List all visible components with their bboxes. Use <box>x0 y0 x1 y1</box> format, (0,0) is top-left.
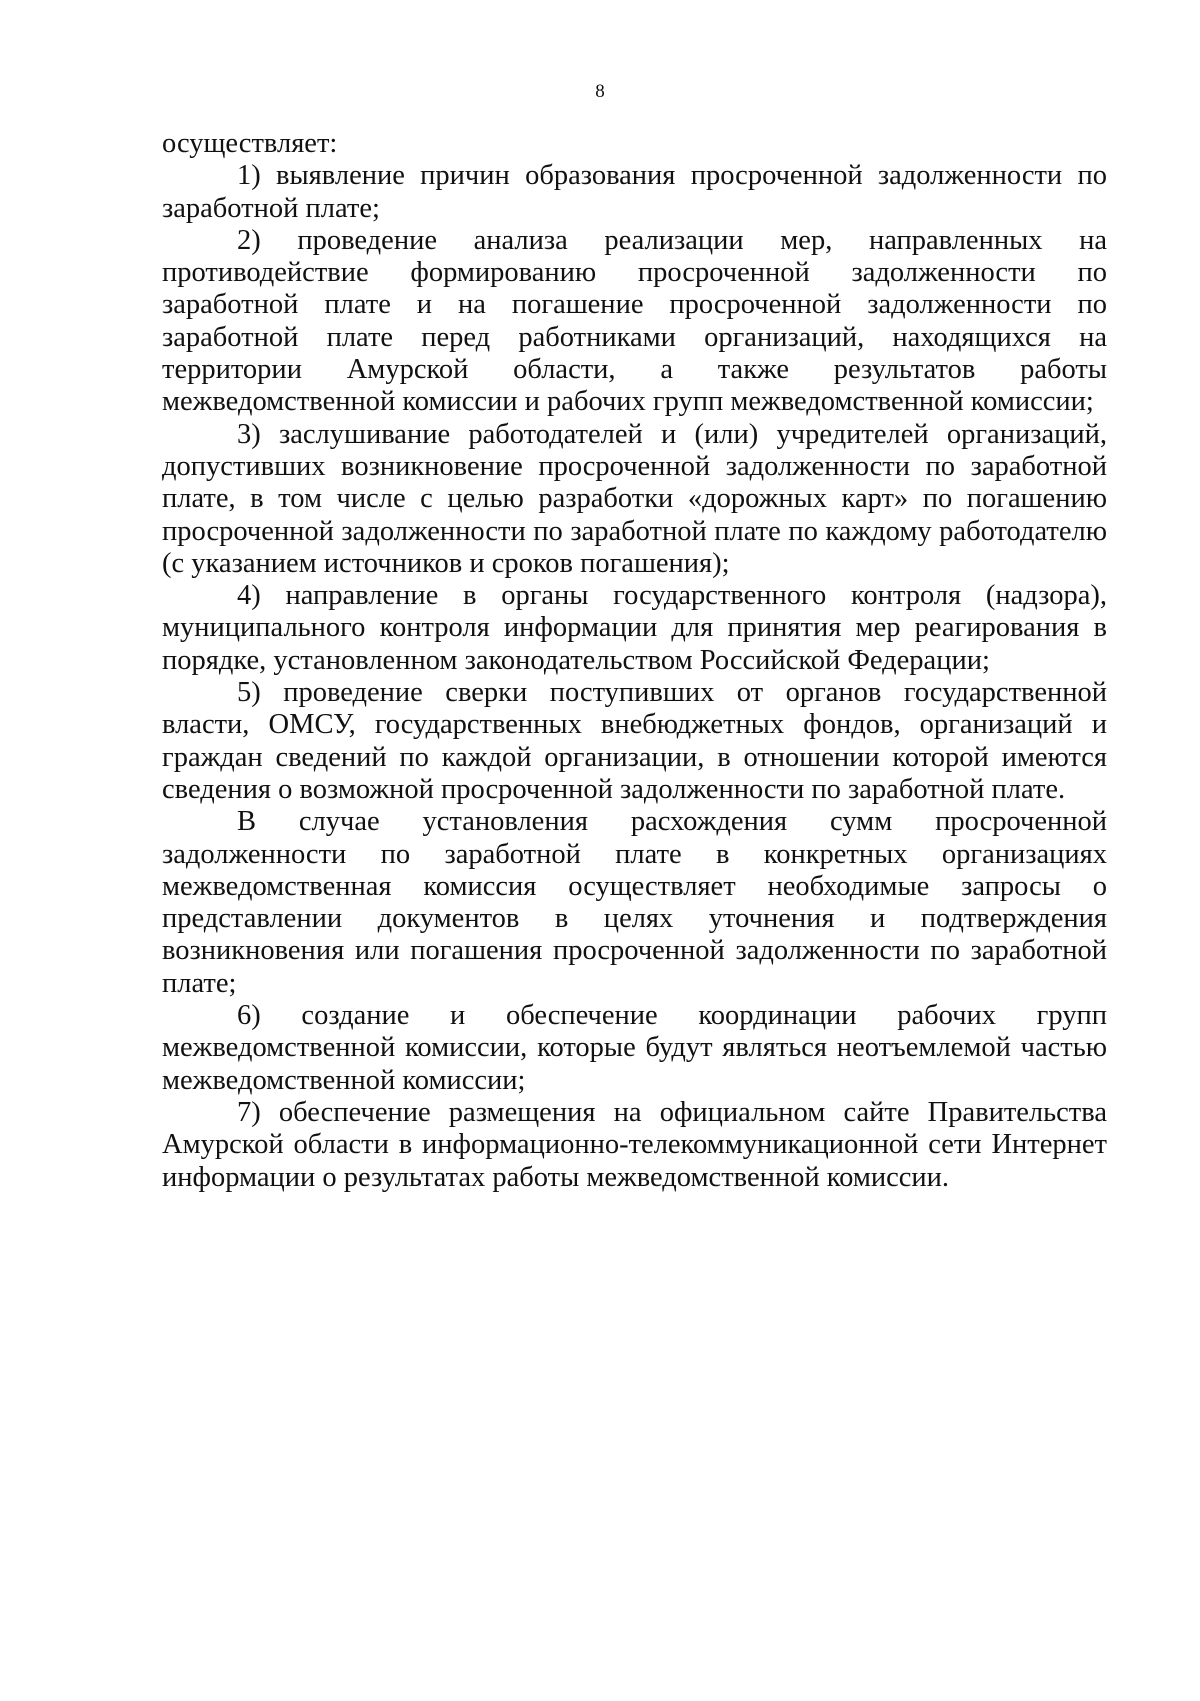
paragraph-item-2: 2) проведение анализа реализации мер, направленных на противодействие формированию просроченной задолженности по заработной плате и на погашение просроченной задолженности по заработной плате перед работниками организаций, находящихся на территории Амурской области, а также результатов работы межведомственной комиссии и рабочих групп межведомственной комиссии; <box>162 224 1107 418</box>
paragraph-item-7: 7) обеспечение размещения на официальном сайте Правительства Амурской области в информационно-телекоммуникационной сети Интернет информации о результатах работы межведомственной комиссии. <box>162 1096 1107 1193</box>
paragraph-item-4: 4) направление в органы государственного контроля (надзора), муниципального контроля информации для принятия мер реагирования в порядке, установленном законодательством Российской Федерации; <box>162 580 1107 676</box>
document-body <box>162 128 1107 1194</box>
paragraph-item-5: 5) проведение сверки поступивших от органов государственной власти, ОМСУ, государственных внебюджетных фондов, организаций и граждан сведений по каждой организации, в отношении которой имеются сведения о возможной просроченной задолженности по заработной плате. <box>162 677 1107 805</box>
paragraph-discrepancy-note: В случае установления расхождения сумм просроченной задолженности по заработной плате в конкретных организациях межведомственная комиссия осуществляет необходимые запросы о представлении документов в целях уточнения и подтверждения возникновения или погашения просроченной задолженности по заработной плате; <box>162 806 1107 999</box>
paragraph-item-3: 3) заслушивание работодателей и (или) учредителей организаций, допустивших возникновение просроченной задолженности по заработной плате, в том числе с целью разработки «дорожных карт» по погашению просроченной задолженности по заработной плате по каждому работодателю (с указанием источников и сроков погашения); <box>162 418 1107 579</box>
page-number: 8 <box>595 81 605 102</box>
paragraph-item-1: 1) выявление причин образования просроченной задолженности по заработной плате; <box>162 160 1107 224</box>
paragraph-item-6: 6) создание и обеспечение координации рабочих групп межведомственной комиссии, которые будут являться неотъемлемой частью межведомственной комиссии; <box>162 1000 1107 1096</box>
paragraph-intro: осуществляет: <box>162 128 338 159</box>
